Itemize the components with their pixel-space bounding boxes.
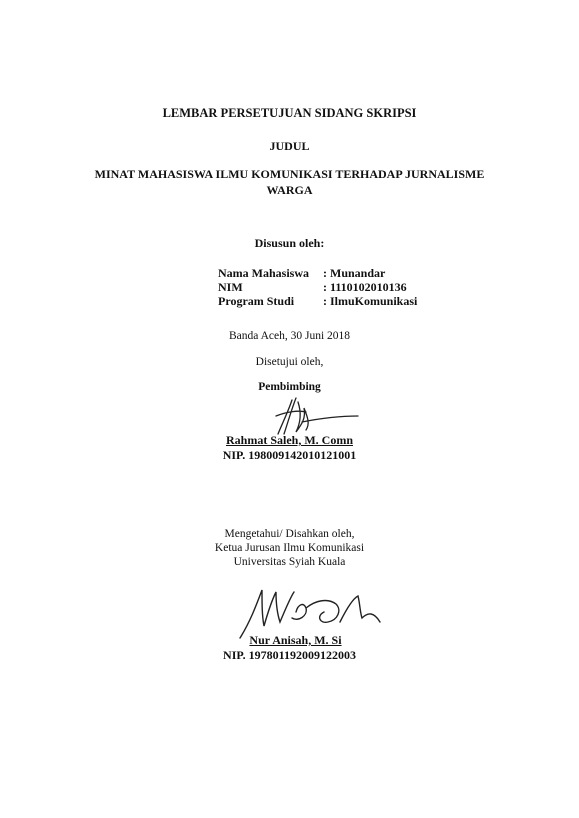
head-nip: NIP. 197801192009122003 — [223, 648, 356, 662]
author-row-nim — [218, 280, 407, 295]
endorsement-line3: Universitas Syiah Kuala — [233, 556, 346, 568]
judul-label: JUDUL — [269, 139, 310, 153]
document-title: LEMBAR PERSETUJUAN SIDANG SKRIPSI — [162, 106, 417, 120]
author-row-program — [218, 294, 417, 309]
author-row-value: : 1110102010136 — [323, 280, 407, 294]
author-row-key: Program Studi — [218, 294, 295, 308]
author-row-name — [218, 266, 385, 281]
thesis-title-line2: WARGA — [266, 183, 313, 197]
endorsement-line2: Ketua Jurusan Ilmu Komunikasi — [214, 542, 365, 554]
author-row-key: NIM — [218, 280, 243, 294]
author-row-value: : Munandar — [323, 266, 386, 280]
supervisor-role: Pembimbing — [258, 381, 321, 393]
approved-by: Disetujui oleh, — [255, 356, 324, 368]
place-date: Banda Aceh, 30 Juni 2018 — [228, 330, 351, 342]
supervisor-name: Rahmat Saleh, M. Comn — [225, 433, 353, 447]
head-name: Nur Anisah, M. Si — [249, 633, 342, 647]
author-row-value: : IlmuKomunikasi — [323, 294, 418, 308]
endorsement-line1: Mengetahui/ Disahkan oleh, — [224, 528, 355, 540]
supervisor-signature — [262, 394, 372, 438]
supervisor-nip: NIP. 198009142010121001 — [222, 448, 357, 462]
author-label: Disusun oleh: — [254, 236, 325, 250]
thesis-title-line1: MINAT MAHASISWA ILMU KOMUNIKASI TERHADAP JURNALISME — [94, 167, 485, 181]
author-row-key: Nama Mahasiswa — [218, 266, 310, 280]
